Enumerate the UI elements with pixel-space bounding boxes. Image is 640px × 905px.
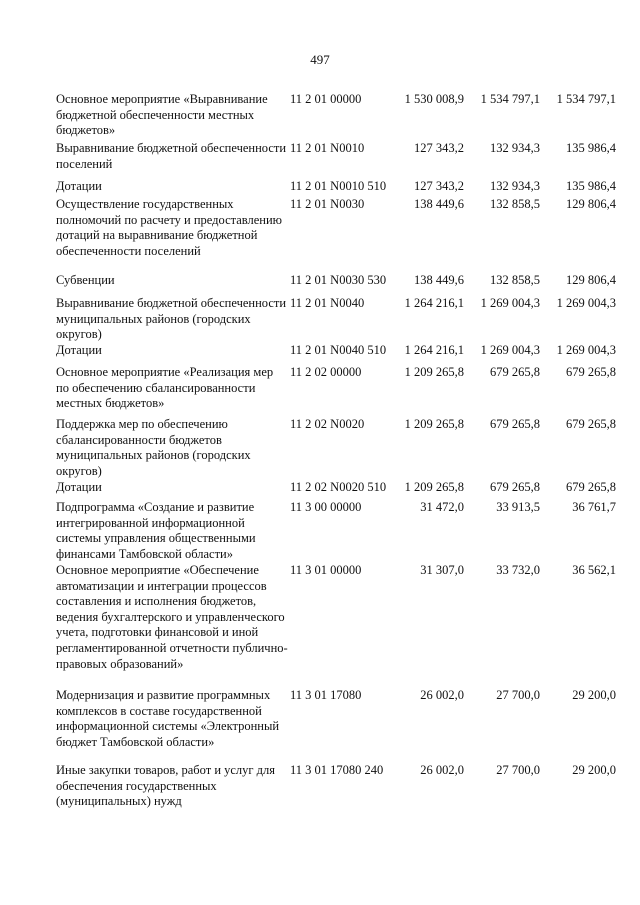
row-code: 11 2 02 00000 bbox=[290, 365, 362, 379]
row-value-2: 33 732,0 bbox=[496, 563, 540, 577]
row-value-2: 132 934,3 bbox=[490, 141, 540, 155]
row-value-1: 31 307,0 bbox=[420, 563, 464, 577]
row-value-3: 36 761,7 bbox=[572, 500, 616, 514]
row-name: Выравнивание бюджетной обеспеченности муниципальных районов (городских округов) bbox=[56, 296, 287, 342]
row-code: 11 2 02 N0020 bbox=[290, 417, 365, 431]
row-value-2: 1 269 004,3 bbox=[480, 296, 540, 310]
row-value-1: 1 264 216,1 bbox=[404, 343, 464, 357]
row-code: 11 2 01 N0030 bbox=[290, 197, 365, 211]
row-name: Дотации bbox=[56, 480, 102, 494]
row-name: Основное мероприятие «Обеспечение автоматизации и интеграции процессов составления и исполнения бюджетов, ведения бухгалтерского и управленческого учета, подготовки финансовой и иной регламентированной отчетности публично-правовых образований» bbox=[56, 563, 288, 671]
row-value-2: 679 265,8 bbox=[490, 365, 540, 379]
row-value-1: 26 002,0 bbox=[420, 763, 464, 777]
row-value-1: 1 530 008,9 bbox=[404, 92, 464, 106]
row-value-1: 1 209 265,8 bbox=[404, 480, 464, 494]
row-value-2: 132 858,5 bbox=[490, 197, 540, 211]
row-value-2: 132 934,3 bbox=[490, 179, 540, 193]
row-value-2: 679 265,8 bbox=[490, 417, 540, 431]
row-value-1: 26 002,0 bbox=[420, 688, 464, 702]
row-value-1: 127 343,2 bbox=[414, 141, 464, 155]
row-value-3: 129 806,4 bbox=[566, 273, 616, 287]
row-value-3: 29 200,0 bbox=[572, 688, 616, 702]
row-name: Основное мероприятие «Выравнивание бюджетной обеспеченности местных бюджетов» bbox=[56, 92, 268, 138]
row-value-3: 1 269 004,3 bbox=[556, 343, 616, 357]
row-value-3: 135 986,4 bbox=[566, 141, 616, 155]
row-code: 11 3 00 00000 bbox=[290, 500, 362, 514]
row-name: Модернизация и развитие программных комплексов в составе государственной информационной системы «Электронный бюджет Тамбовской области» bbox=[56, 688, 280, 749]
row-value-3: 679 265,8 bbox=[566, 365, 616, 379]
row-value-3: 679 265,8 bbox=[566, 480, 616, 494]
row-value-3: 1 534 797,1 bbox=[556, 92, 616, 106]
row-value-3: 36 562,1 bbox=[572, 563, 616, 577]
row-value-3: 679 265,8 bbox=[566, 417, 616, 431]
row-value-2: 679 265,8 bbox=[490, 480, 540, 494]
row-value-1: 127 343,2 bbox=[414, 179, 464, 193]
page-number: 497 bbox=[310, 52, 330, 67]
row-name: Субвенции bbox=[56, 273, 115, 287]
row-value-1: 1 209 265,8 bbox=[404, 365, 464, 379]
row-name: Выравнивание бюджетной обеспеченности поселений bbox=[56, 141, 287, 171]
row-name: Дотации bbox=[56, 179, 102, 193]
row-value-1: 138 449,6 bbox=[414, 197, 464, 211]
row-code: 11 3 01 17080 240 bbox=[290, 763, 384, 777]
row-value-3: 29 200,0 bbox=[572, 763, 616, 777]
row-value-2: 27 700,0 bbox=[496, 763, 540, 777]
row-name: Осуществление государственных полномочий по расчету и предоставлению дотаций на выравнивание бюджетной обеспеченности поселений bbox=[56, 197, 283, 258]
row-value-3: 1 269 004,3 bbox=[556, 296, 616, 310]
row-code: 11 2 01 N0030 530 bbox=[290, 273, 387, 287]
row-name: Дотации bbox=[56, 343, 102, 357]
row-code: 11 2 01 N0010 bbox=[290, 141, 365, 155]
row-code: 11 2 01 00000 bbox=[290, 92, 362, 106]
row-value-1: 31 472,0 bbox=[420, 500, 464, 514]
row-code: 11 2 02 N0020 510 bbox=[290, 480, 387, 494]
row-value-2: 132 858,5 bbox=[490, 273, 540, 287]
row-value-2: 33 913,5 bbox=[496, 500, 540, 514]
row-value-3: 129 806,4 bbox=[566, 197, 616, 211]
row-value-2: 1 269 004,3 bbox=[480, 343, 540, 357]
row-code: 11 3 01 17080 bbox=[290, 688, 362, 702]
row-code: 11 2 01 N0010 510 bbox=[290, 179, 387, 193]
row-code: 11 2 01 N0040 510 bbox=[290, 343, 387, 357]
row-name: Иные закупки товаров, работ и услуг для обеспечения государственных (муниципальных) нужд bbox=[56, 763, 276, 809]
row-name: Подпрограмма «Создание и развитие интегрированной информационной системы управления общественными финансами Тамбовской области» bbox=[56, 500, 256, 561]
row-name: Поддержка мер по обеспечению сбалансированности бюджетов муниципальных районов (городских округов) bbox=[56, 417, 251, 478]
row-value-3: 135 986,4 bbox=[566, 179, 616, 193]
row-value-1: 1 209 265,8 bbox=[404, 417, 464, 431]
row-value-1: 1 264 216,1 bbox=[404, 296, 464, 310]
row-value-2: 27 700,0 bbox=[496, 688, 540, 702]
row-code: 11 2 01 N0040 bbox=[290, 296, 365, 310]
row-name: Основное мероприятие «Реализация мер по обеспечению сбалансированности местных бюджетов» bbox=[56, 365, 274, 411]
row-code: 11 3 01 00000 bbox=[290, 563, 362, 577]
row-value-1: 138 449,6 bbox=[414, 273, 464, 287]
row-value-2: 1 534 797,1 bbox=[480, 92, 540, 106]
